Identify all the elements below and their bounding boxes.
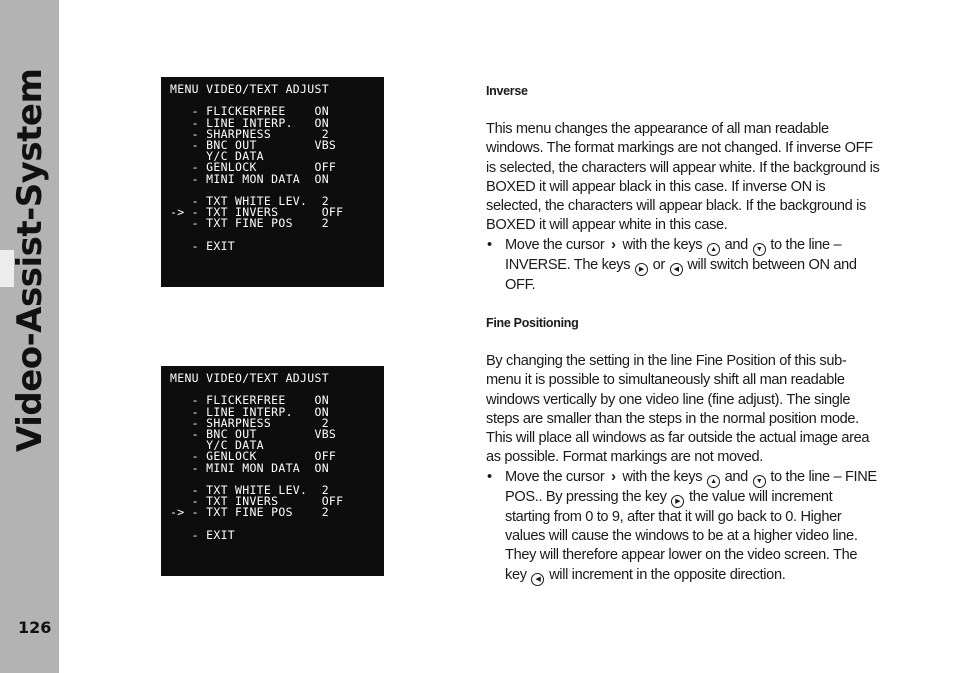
cursor-icon: › [611, 236, 616, 253]
section-heading: Inverse [486, 84, 528, 98]
bullet-text: and [724, 236, 748, 253]
key-down-icon: ▼ [753, 475, 766, 488]
bullet-text: to the line – INVERSE. The keys [505, 236, 842, 273]
key-left-icon: ◀ [531, 573, 544, 586]
key-left-icon: ◀ [670, 263, 683, 276]
menu-screen-fine-pos [161, 366, 384, 576]
bullet-icon: • [487, 236, 492, 253]
page-number: 126 [18, 618, 52, 637]
section-paragraph: This menu changes the appearance of all man readable windows. The format markings are not changed. If inverse OFF is selected, the characters will appear white. If the background is BOXED it will appear black in this case. If inverse ON is selected, the characters will appear black. If the background is BOXED it will appear white in this case. [486, 121, 880, 234]
section-paragraph: By changing the setting in the line Fine Position of this sub-menu it is possible to simultaneously shift all man readable windows vertically by one video line (fine adjust). The single steps are smaller than the steps in the normal position mode. This will place all windows as far outside the actual image area as possible. Format markings are not moved. [486, 353, 870, 466]
bullet-icon: • [487, 468, 492, 485]
bullet-text: with the keys [622, 236, 703, 253]
cursor-icon: › [611, 468, 616, 485]
menu-screen-text: MENU VIDEO/TEXT ADJUST - FLICKERFREE ON - LINE INTERP. ON - SHARPNESS 2 - BNC OUT VBS Y/C DATA - GENLOCK OFF - MINI MON DATA ON - TXT WHITE LEV. 2 - TXT INVERS OFF -> - TXT FINE POS 2 - EXIT [170, 371, 344, 542]
key-right-icon: ▶ [671, 495, 684, 508]
bullet-text: will increment in the opposite direction. [549, 566, 786, 583]
fine-positioning-section [486, 310, 881, 586]
section-heading: Fine Positioning [486, 316, 579, 330]
bullet-text: with the keys [622, 468, 703, 485]
bullet-text: or [652, 256, 665, 273]
sidebar [0, 0, 59, 673]
key-up-icon: ▲ [707, 475, 720, 488]
inverse-section [486, 78, 881, 295]
bullet-text: Move the cursor [505, 236, 605, 253]
bullet-text: the value will increment starting from 0 to 9, after that it will go back to 0. Higher values will cause the windows to be at a higher video line. They will therefore appear lower on the video screen. The key [505, 488, 858, 583]
key-up-icon: ▲ [707, 243, 720, 256]
menu-screen-text: MENU VIDEO/TEXT ADJUST - FLICKERFREE ON - LINE INTERP. ON - SHARPNESS 2 - BNC OUT VBS Y/C DATA - GENLOCK OFF - MINI MON DATA ON - TXT WHITE LEV. 2 -> - TXT INVERS OFF - TXT FINE POS 2 - EXIT [170, 82, 344, 253]
bullet-text: to the line – FINE POS.. By pressing the key [505, 468, 877, 505]
bullet-text: Move the cursor [505, 468, 605, 485]
sidebar-title: Video-Assist-System [10, 68, 50, 452]
bullet-text: and [724, 468, 748, 485]
key-down-icon: ▼ [753, 243, 766, 256]
list-item [486, 236, 881, 295]
list-item [486, 468, 881, 586]
key-right-icon: ▶ [635, 263, 648, 276]
menu-screen-inverse [161, 77, 384, 287]
bullet-text: will switch between ON and OFF. [505, 256, 857, 293]
